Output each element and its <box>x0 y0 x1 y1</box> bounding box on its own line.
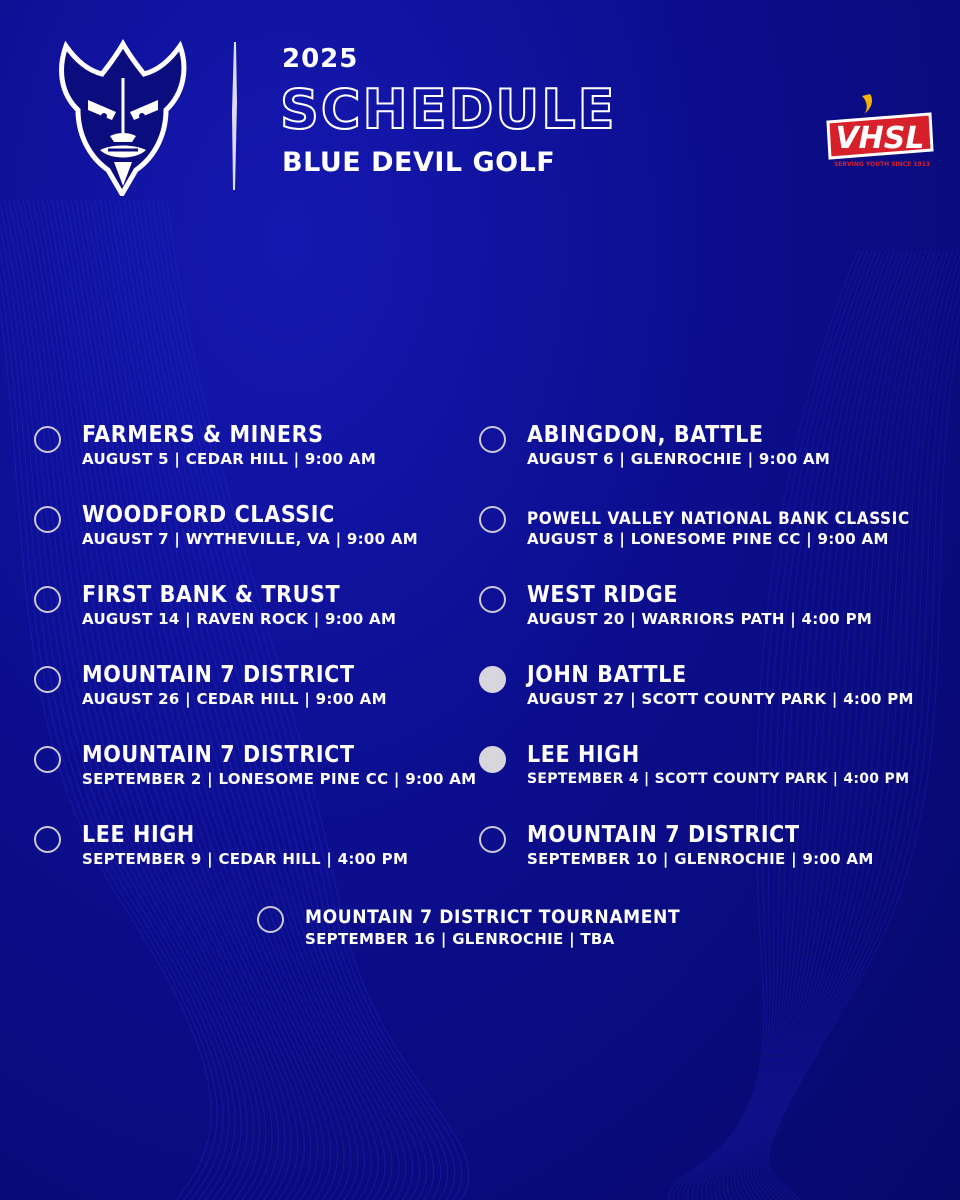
away-marker <box>479 506 506 533</box>
wave-line <box>754 250 953 1200</box>
away-marker <box>34 506 61 533</box>
event-detail: AUGUST 14 | RAVEN ROCK | 9:00 AM <box>82 610 397 628</box>
torch-flame-icon <box>862 94 872 114</box>
event-detail: AUGUST 7 | WYTHEVILLE, VA | 9:00 AM <box>82 530 419 548</box>
event-name: FARMERS & MINERS <box>82 422 324 448</box>
vhsl-logo-text: VHSL <box>835 121 925 156</box>
event-name: MOUNTAIN 7 DISTRICT TOURNAMENT <box>305 906 681 928</box>
away-marker <box>257 906 284 933</box>
page-title: SCHEDULE <box>280 78 617 141</box>
event-name: MOUNTAIN 7 DISTRICT <box>82 662 355 688</box>
brush-divider <box>232 42 238 190</box>
event-name: MOUNTAIN 7 DISTRICT <box>527 822 800 848</box>
event-detail: AUGUST 26 | CEDAR HILL | 9:00 AM <box>82 690 387 708</box>
wave-line <box>741 250 935 1200</box>
away-marker <box>34 586 61 613</box>
away-marker <box>479 586 506 613</box>
vhsl-logo <box>822 92 936 176</box>
wave-line <box>766 250 960 1200</box>
event-detail: SEPTEMBER 16 | GLENROCHIE | TBA <box>305 930 615 948</box>
home-marker <box>479 746 506 773</box>
away-marker <box>479 426 506 453</box>
event-detail: SEPTEMBER 4 | SCOTT COUNTY PARK | 4:00 PM <box>527 771 910 787</box>
event-detail: AUGUST 8 | LONESOME PINE CC | 9:00 AM <box>527 530 889 548</box>
event-detail: SEPTEMBER 2 | LONESOME PINE CC | 9:00 AM <box>82 770 477 788</box>
wave-line <box>673 250 863 1200</box>
event-name: JOHN BATTLE <box>527 662 687 688</box>
event-detail: AUGUST 6 | GLENROCHIE | 9:00 AM <box>527 450 831 468</box>
away-marker <box>479 826 506 853</box>
event-detail: SEPTEMBER 9 | CEDAR HILL | 4:00 PM <box>82 850 409 868</box>
team-subtitle: BLUE DEVIL GOLF <box>282 147 556 178</box>
event-name: WOODFORD CLASSIC <box>82 502 335 528</box>
schedule-year: 2025 <box>282 44 359 74</box>
vhsl-tagline: SERVING YOUTH SINCE 1913 <box>833 161 931 168</box>
event-detail: SEPTEMBER 10 | GLENROCHIE | 9:00 AM <box>527 850 874 868</box>
wave-line <box>688 250 877 1200</box>
away-marker <box>34 826 61 853</box>
blue-devil-logo <box>48 38 198 196</box>
wave-line <box>762 250 960 1200</box>
event-detail: AUGUST 27 | SCOTT COUNTY PARK | 4:00 PM <box>527 690 914 708</box>
event-name: ABINGDON, BATTLE <box>527 422 764 448</box>
away-marker <box>34 746 61 773</box>
event-name: MOUNTAIN 7 DISTRICT <box>82 742 355 768</box>
away-marker <box>34 666 61 693</box>
wave-line <box>723 250 913 1200</box>
home-marker <box>479 666 506 693</box>
away-marker <box>34 426 61 453</box>
wave-line <box>719 250 908 1200</box>
event-detail: AUGUST 20 | WARRIORS PATH | 4:00 PM <box>527 610 873 628</box>
event-name: FIRST BANK & TRUST <box>82 582 341 608</box>
event-name: LEE HIGH <box>527 742 640 768</box>
event-name: LEE HIGH <box>82 822 195 848</box>
event-name: POWELL VALLEY NATIONAL BANK CLASSIC <box>527 509 910 529</box>
event-name: WEST RIDGE <box>527 582 679 608</box>
event-detail: AUGUST 5 | CEDAR HILL | 9:00 AM <box>82 450 377 468</box>
